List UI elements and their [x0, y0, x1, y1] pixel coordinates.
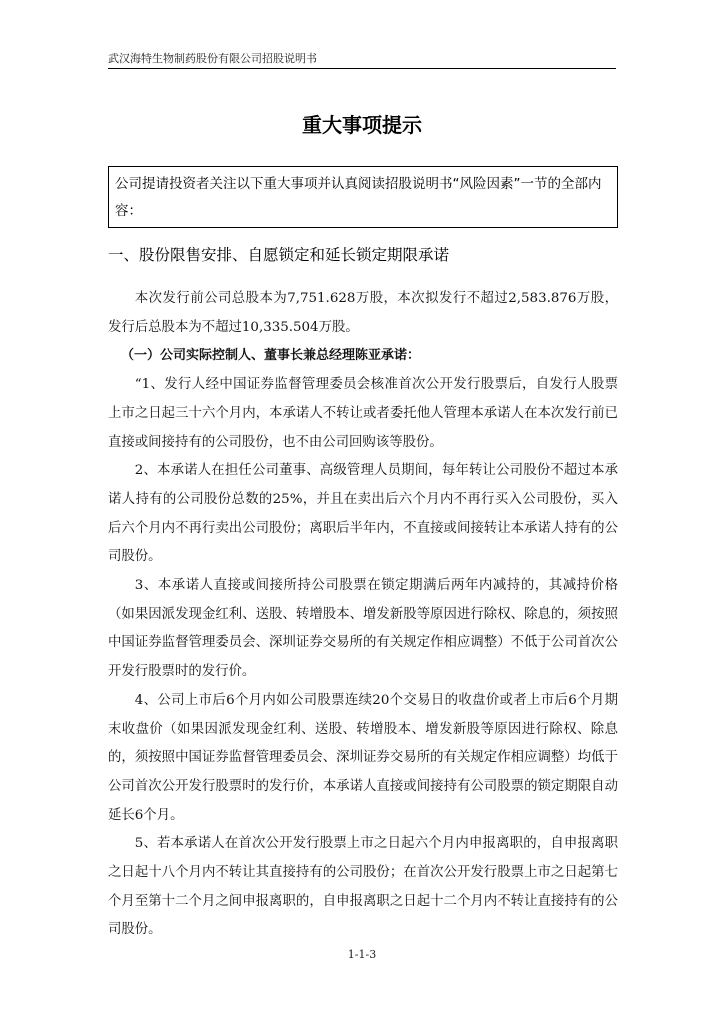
intro-paragraph: 本次发行前公司总股本为7,751.628万股，本次拟发行不超过2,583.876万股，发行后总股本为不超过10,335.504万股。 — [108, 291, 618, 335]
commitment-paragraph-1: “1、发行人经中国证券监督管理委员会核准首次公开发行股票后，自发行人股票上市之日起三十六个月内，本承诺人不转让或者委托他人管理本承诺人在本次发行前已直接或间接持有的公司股份，也不由公司回购该等股份。 — [108, 377, 618, 450]
notice-text: 公司提请投资者关注以下重大事项并认真阅读招股说明书“风险因素”一节的全部内容： — [115, 176, 602, 219]
subsection-heading: （一）公司实际控制人、董事长兼总经理陈亚承诺： — [121, 348, 421, 364]
page-number: 1-1-3 — [347, 948, 377, 961]
commitment-paragraph-5: 5、若本承诺人在首次公开发行股票上市之日起六个月内申报离职的，自申报离职之日起十八个月内不转让其直接持有的公司股份；在首次公开发行股票上市之日起第七个月至第十二个月之间申报离职的，自申报离职之日起十二个月内不转让直接持有的公司股份。 — [108, 836, 618, 938]
section-heading: 一、股份限售安排、自愿锁定和延长锁定期限承诺 — [108, 246, 450, 264]
page-title: 重大事项提示 — [302, 113, 422, 137]
commitment-paragraph-2: 2、本承诺人在担任公司董事、高级管理人员期间，每年转让公司股份不超过本承诺人持有的公司股份总数的25%，并且在卖出后六个月内不再行买入公司股份，买入后六个月内不再行卖出公司股份；离职后半年内，不直接或间接转让本承诺人持有的公司股份。 — [108, 463, 618, 565]
notice-box — [108, 166, 618, 228]
commitment-paragraph-3: 3、本承诺人直接或间接所持公司股票在锁定期满后两年内减持的，其减持价格（如果因派发现金红利、送股、转增股本、增发新股等原因进行除权、除息的，须按照中国证券监督管理委员会、深圳证券交易所的有关规定作相应调整）不低于公司首次公开发行股票时的发行价。 — [108, 578, 618, 680]
section-body — [108, 285, 618, 945]
commitment-paragraph-4: 4、公司上市后6个月内如公司股票连续20个交易日的收盘价或者上市后6个月期末收盘价（如果因派发现金红利、送股、转增股本、增发新股等原因进行除权、除息的，须按照中国证券监督管理委员会、深圳证券交易所的有关规定作相应调整）均低于公司首次公开发行股票时的发行价，本承诺人直接或间接持有公司股票的锁定期限自动延长6个月。 — [108, 692, 618, 823]
header-divider — [108, 68, 616, 69]
running-header: 武汉海特生物制药股份有限公司招股说明书 — [108, 52, 317, 65]
